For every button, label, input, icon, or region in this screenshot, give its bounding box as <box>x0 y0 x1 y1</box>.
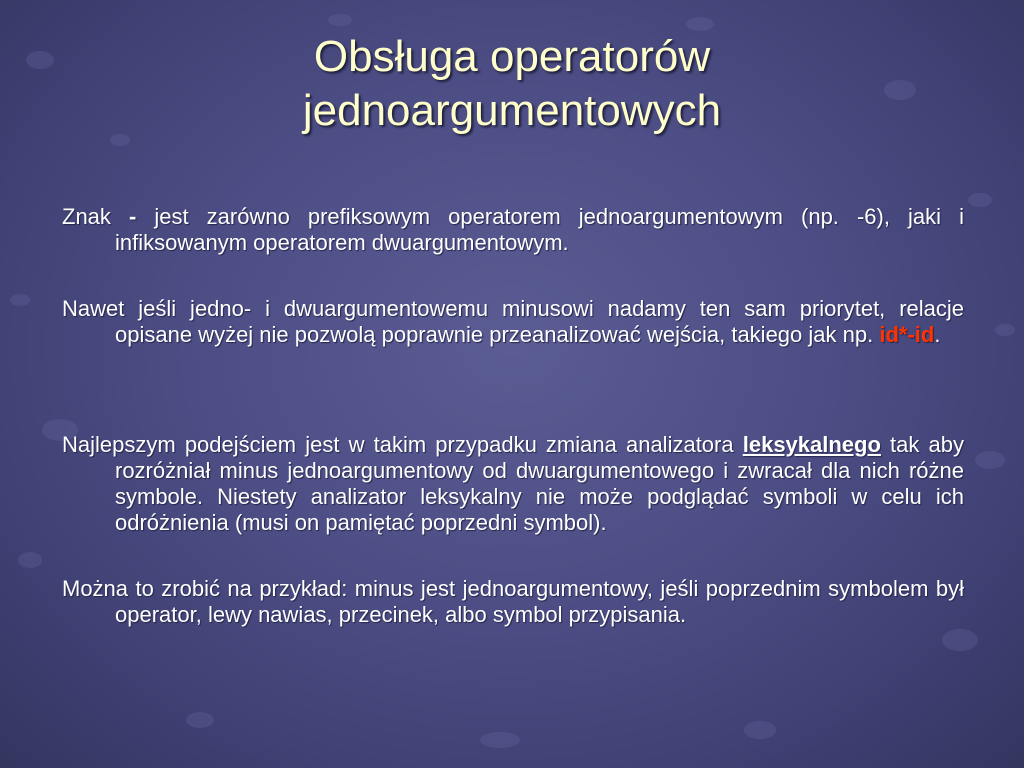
minus-sign-bold: - <box>128 204 137 229</box>
highlighted-example-expression: id*-id <box>879 322 935 347</box>
emphasized-word-lexical: leksykalnego <box>742 432 881 457</box>
paragraph-3-text-start: Najlepszym podejściem jest w takim przypadku zmiana analizatora <box>62 432 743 457</box>
paragraph-2-text-end: . <box>934 322 941 347</box>
paragraph-priority <box>62 296 964 348</box>
paragraph-1-text-start: Znak <box>62 204 129 229</box>
slide-title-line-1: Obsługa operatorów <box>313 32 711 81</box>
slide-title-line-2: jednoargumentowych <box>302 86 722 135</box>
paragraph-example-rule <box>62 576 964 628</box>
paragraph-1-text-end: jest zarówno prefiksowym operatorem jednoargumentowym (np. -6), jaki i infiksowanym operatorem dwuargumentowym. <box>115 204 964 255</box>
paragraph-4-text: Można to zrobić na przykład: minus jest jednoargumentowy, jeśli poprzednim symbolem był operator, lewy nawias, przecinek, albo symbol przypisania. <box>62 576 964 627</box>
paragraph-minus-sign <box>62 204 964 256</box>
paragraph-3-text-end: tak aby rozróżniał minus jednoargumentowy od dwuargumentowego i zwracał dla nich różne symbole. Niestety analizator leksykalny nie może podglądać symboli w celu ich odróżnienia (musi on pamiętać poprzedni symbol). <box>115 432 964 535</box>
paragraph-2-text-start: Nawet jeśli jedno- i dwuargumentowemu minusowi nadamy ten sam priorytet, relacje opisane wyżej nie pozwolą poprawnie przeanalizować wejścia, takiego jak np. <box>62 296 964 347</box>
paragraph-lexer-approach <box>62 432 964 536</box>
slide-title <box>0 30 1024 138</box>
slide-body <box>62 204 964 628</box>
